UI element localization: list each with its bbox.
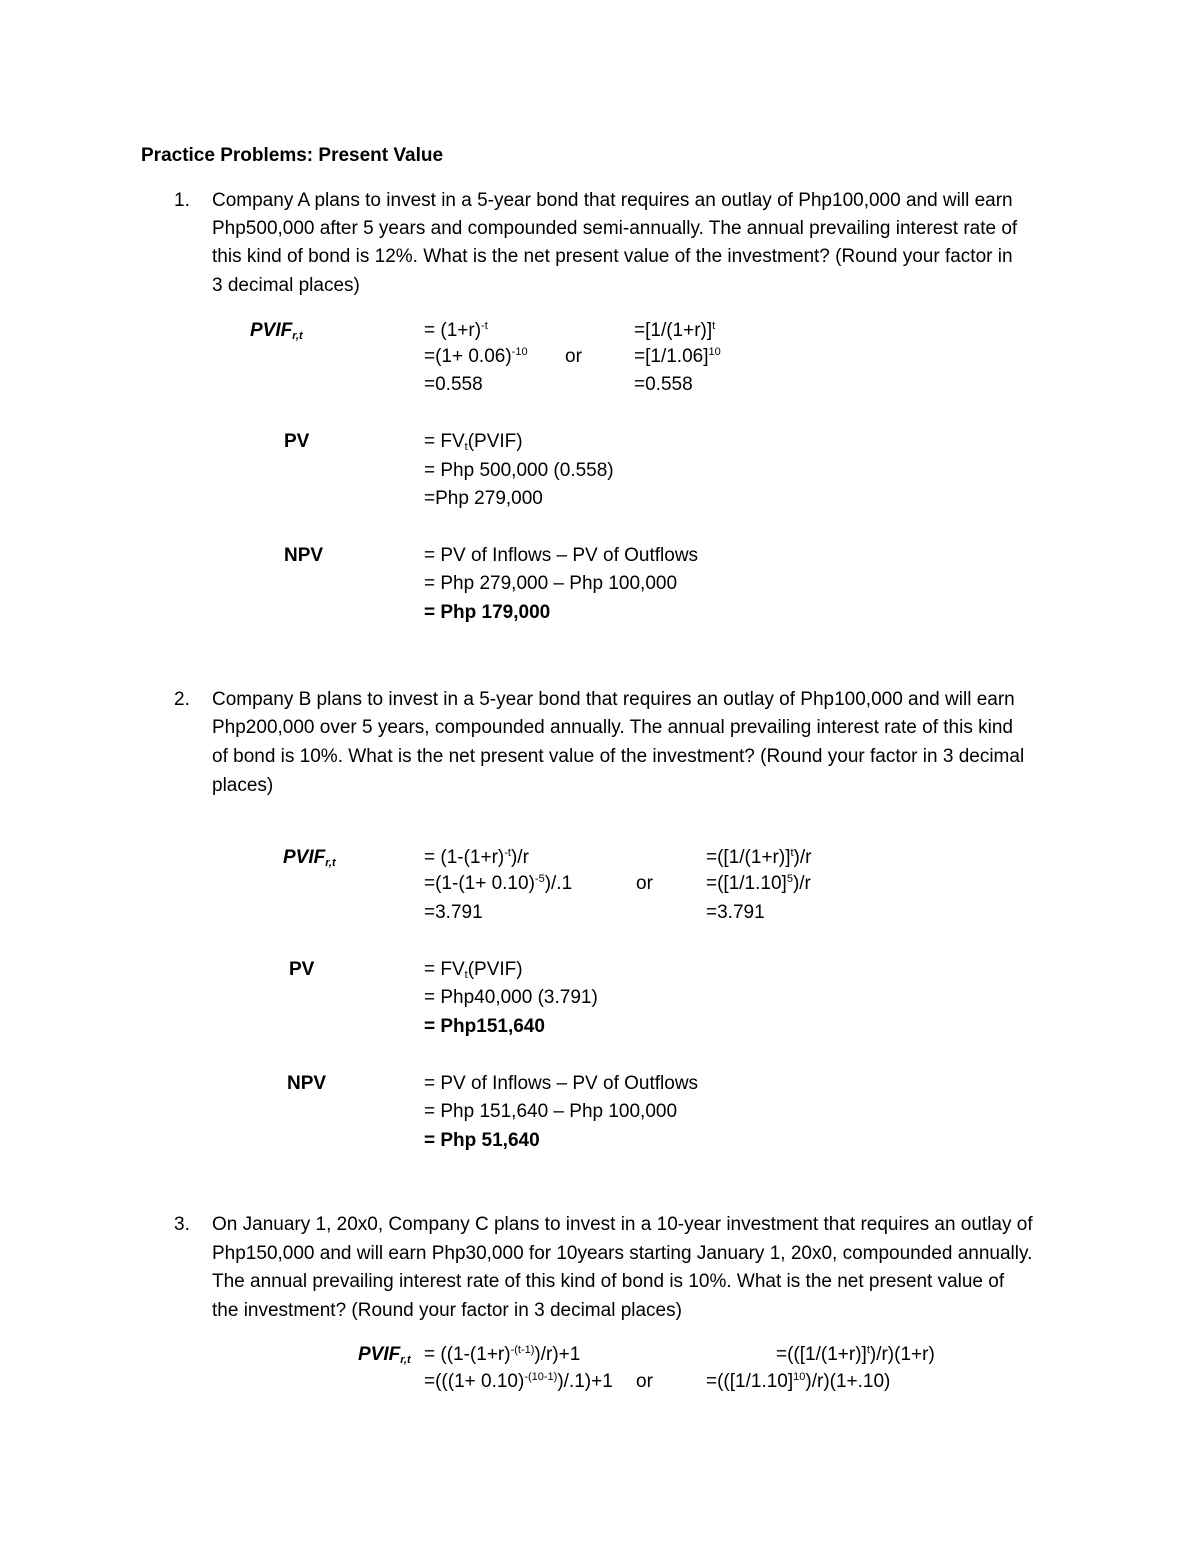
pvif-result: =3.791 [424, 902, 483, 923]
npv-label: NPV [284, 545, 324, 566]
npv-formula: = PV of Inflows – PV of Outflows [424, 545, 699, 566]
pvif-alt-substitution: $=[1/1.06]^{10}$ [634, 346, 721, 367]
problem-1-text-line: 3 decimal places) [212, 275, 360, 296]
npv-result: = Php 179,000 [424, 602, 551, 623]
npv-substitution: = Php 279,000 – Php 100,000 [424, 573, 678, 594]
pvif-substitution: $=(((1+ 0.10)^{-(10-1)})/.1)+1$ [424, 1371, 613, 1392]
problem-2-text-line: of bond is 10%. What is the net present value of the investment? (Round your factor in 3 decimal [212, 746, 1025, 767]
problem-2-text-line: Company B plans to invest in a 5-year bond that requires an outlay of Php100,000 and will earn [212, 689, 1015, 710]
npv-formula: = PV of Inflows – PV of Outflows [424, 1073, 699, 1094]
problem-2-number: 2. [174, 689, 190, 710]
pvif-substitution: $=(1+ 0.06)^{-10}$ [424, 346, 528, 367]
pvif-alt-formula: $=([1/(1+r)]^t)/r$ [706, 847, 812, 868]
problem-1-text-line: Company A plans to invest in a 5-year bond that requires an outlay of Php100,000 and will earn [212, 190, 1013, 211]
npv-result: = Php 51,640 [424, 1130, 540, 1151]
or-label: or [636, 873, 653, 894]
problem-3-text-line: the investment? (Round your factor in 3 decimal places) [212, 1300, 682, 1321]
problem-2-text-line: Php200,000 over 5 years, compounded annually. The annual prevailing interest rate of this kind [212, 717, 1013, 738]
pvif-alt-formula: $=[1/(1+r)]^t$ [634, 320, 716, 341]
pv-result: =Php 279,000 [424, 488, 543, 509]
pvif-label: $PVIF_{r,t}$ [358, 1344, 411, 1366]
problem-1-number: 1. [174, 190, 190, 211]
or-label: or [636, 1371, 653, 1392]
pv-substitution: = Php40,000 (3.791) [424, 987, 598, 1008]
pvif-substitution: $=(1-(1+ 0.10)^{-5})/.1$ [424, 873, 573, 894]
problem-3-text-line: On January 1, 20x0, Company C plans to invest in a 10-year investment that requires an outlay of [212, 1214, 1033, 1235]
problem-3-text-line: The annual prevailing interest rate of this kind of bond is 10%. What is the net present value of [212, 1271, 1005, 1292]
pvif-label: $PVIF_{r,t}$ [250, 320, 303, 342]
pvif-alt-substitution: $=(([1/1.10]^{10})/r)(1+.10)$ [706, 1371, 891, 1392]
page-title: Practice Problems: Present Value [141, 145, 444, 166]
problem-1-text-line: this kind of bond is 12%. What is the net present value of the investment? (Round your factor in [212, 246, 1013, 267]
pvif-alt-formula: $=(([1/(1+r)]^t)/r)(1+r)$ [776, 1344, 935, 1365]
pvif-result: =0.558 [424, 374, 483, 395]
problem-3-number: 3. [174, 1214, 190, 1235]
pvif-formula: = $(1+r)^{-t}$ [424, 320, 488, 341]
pv-result: = Php151,640 [424, 1016, 545, 1037]
pv-formula: = $FV_t(PVIF)$ [424, 431, 523, 453]
pvif-formula: = $((1-(1+r)^{-(t-1)})/r)+1$ [424, 1344, 581, 1365]
pv-formula: = $FV_t(PVIF)$ [424, 959, 523, 981]
pvif-alt-result: =3.791 [706, 902, 765, 923]
problem-1-text-line: Php500,000 after 5 years and compounded semi-annually. The annual prevailing interest rate of [212, 218, 1018, 239]
pv-label: PV [289, 959, 315, 980]
pvif-alt-substitution: $=([1/1.10]^5)/r$ [706, 873, 811, 894]
pv-substitution: = Php 500,000 (0.558) [424, 460, 614, 481]
or-label: or [565, 346, 582, 367]
pvif-formula: = $(1-(1+r)^{-t})/r$ [424, 847, 529, 868]
pv-label: PV [284, 431, 310, 452]
pvif-label: $PVIF_{r,t}$ [283, 847, 336, 869]
npv-substitution: = Php 151,640 – Php 100,000 [424, 1101, 678, 1122]
pvif-alt-result: =0.558 [634, 374, 693, 395]
problem-2-text-line: places) [212, 775, 274, 796]
problem-3-text-line: Php150,000 and will earn Php30,000 for 10years starting January 1, 20x0, compounded annually. [212, 1243, 1033, 1264]
npv-label: NPV [287, 1073, 327, 1094]
